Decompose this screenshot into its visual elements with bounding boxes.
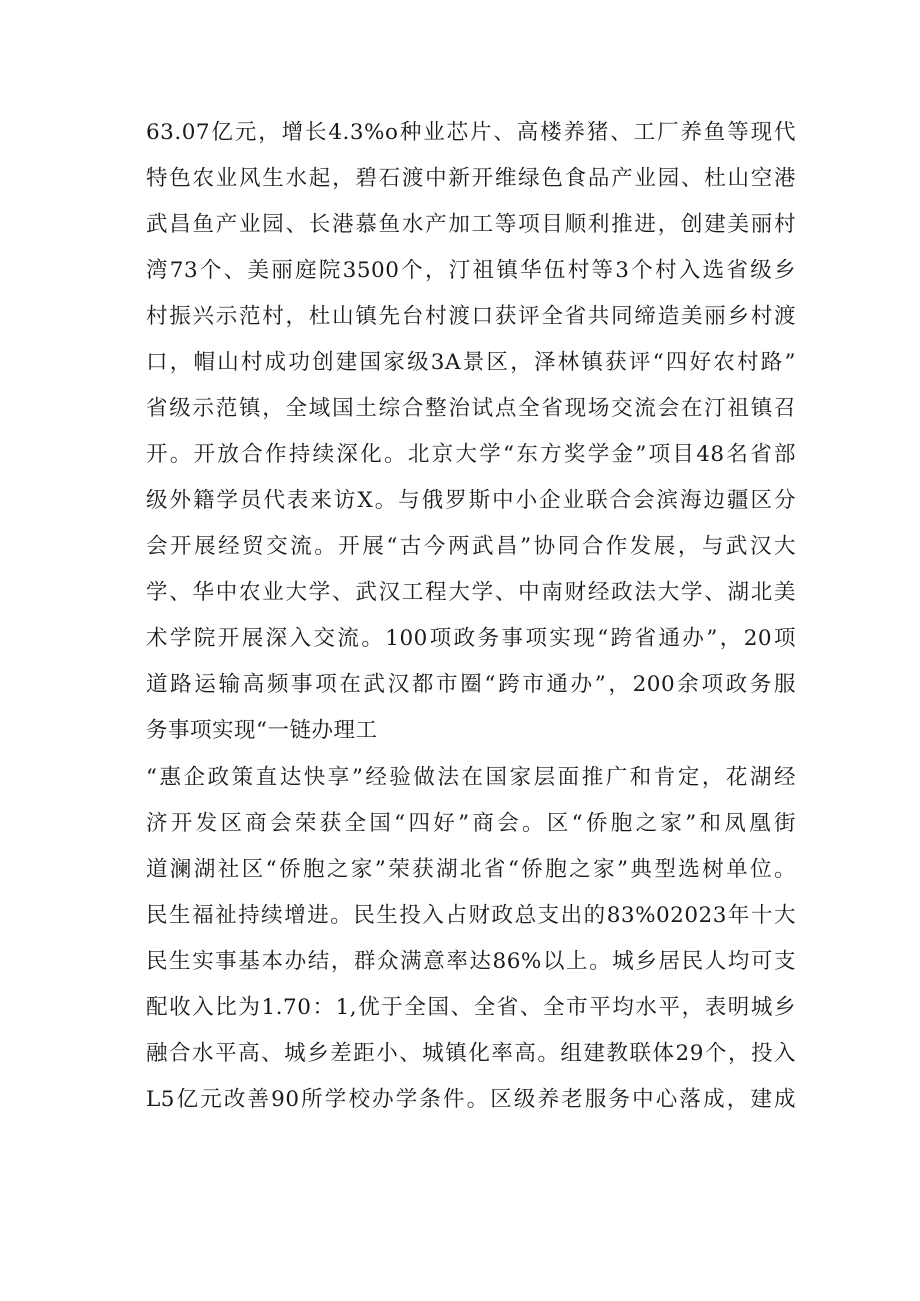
text-line: 特色农业风生水起，碧石渡中新开维绿色食品产业园、杜山空港 [146, 166, 796, 191]
text-line: L5亿元改善90所学校办学条件。区级养老服务中心落成，建成 [146, 1087, 796, 1112]
text-line: 融合水平高、城乡差距小、城镇化率高。组建教联体29个，投入 [146, 1041, 796, 1066]
text-line: 开。开放合作持续深化。北京大学“东方奖学金”项目48名省部 [146, 442, 796, 467]
text-line: 级外籍学员代表来访X。与俄罗斯中小企业联合会滨海边疆区分 [146, 488, 796, 513]
text-line: 湾73个、美丽庭院3500个，汀祖镇华伍村等3个村入选省级乡 [146, 258, 796, 283]
text-line: 术学院开展深入交流。100项政务事项实现“跨省通办”，20项 [146, 626, 796, 651]
paragraph-2 [146, 755, 796, 1123]
text-line: 会开展经贸交流。开展“古今两武昌”协同合作发展，与武汉大 [146, 534, 796, 559]
paragraph-1 [146, 110, 796, 754]
text-line: 学、华中农业大学、武汉工程大学、中南财经政法大学、湖北美 [146, 580, 796, 605]
text-line: 武昌鱼产业园、长港慕鱼水产加工等项目顺利推进，创建美丽村 [146, 212, 796, 237]
text-line: 省级示范镇，全域国土综合整治试点全省现场交流会在汀祖镇召 [146, 396, 796, 421]
text-line: 村振兴示范村，杜山镇先台村渡口获评全省共同缔造美丽乡村渡 [146, 304, 796, 329]
text-line: 济开发区商会荣获全国“四好”商会。区“侨胞之家”和凤凰街 [146, 811, 796, 836]
text-line-last: 务事项实现“一链办理工 [146, 718, 378, 743]
text-line: 道路运输高频事项在武汉都市圈“跨市通办”，200余项政务服 [146, 672, 796, 697]
text-line: “惠企政策直达快享”经验做法在国家层面推广和肯定，花湖经 [146, 765, 796, 790]
text-line: 民生福祉持续增进。民生投入占财政总支出的83%02023年十大 [146, 903, 796, 928]
text-line: 民生实事基本办结，群众满意率达86%以上。城乡居民人均可支 [146, 949, 796, 974]
text-line: 63.07亿元，增长4.3%o种业芯片、高楼养猪、工厂养鱼等现代 [146, 120, 796, 145]
text-line: 道澜湖社区“侨胞之家”荣获湖北省“侨胞之家”典型选树单位。 [146, 857, 796, 882]
text-line: 口，帽山村成功创建国家级3A景区，泽林镇获评“四好农村路” [146, 350, 796, 375]
text-line: 配收入比为1.70：1,优于全国、全省、全市平均水平，表明城乡 [146, 995, 796, 1020]
